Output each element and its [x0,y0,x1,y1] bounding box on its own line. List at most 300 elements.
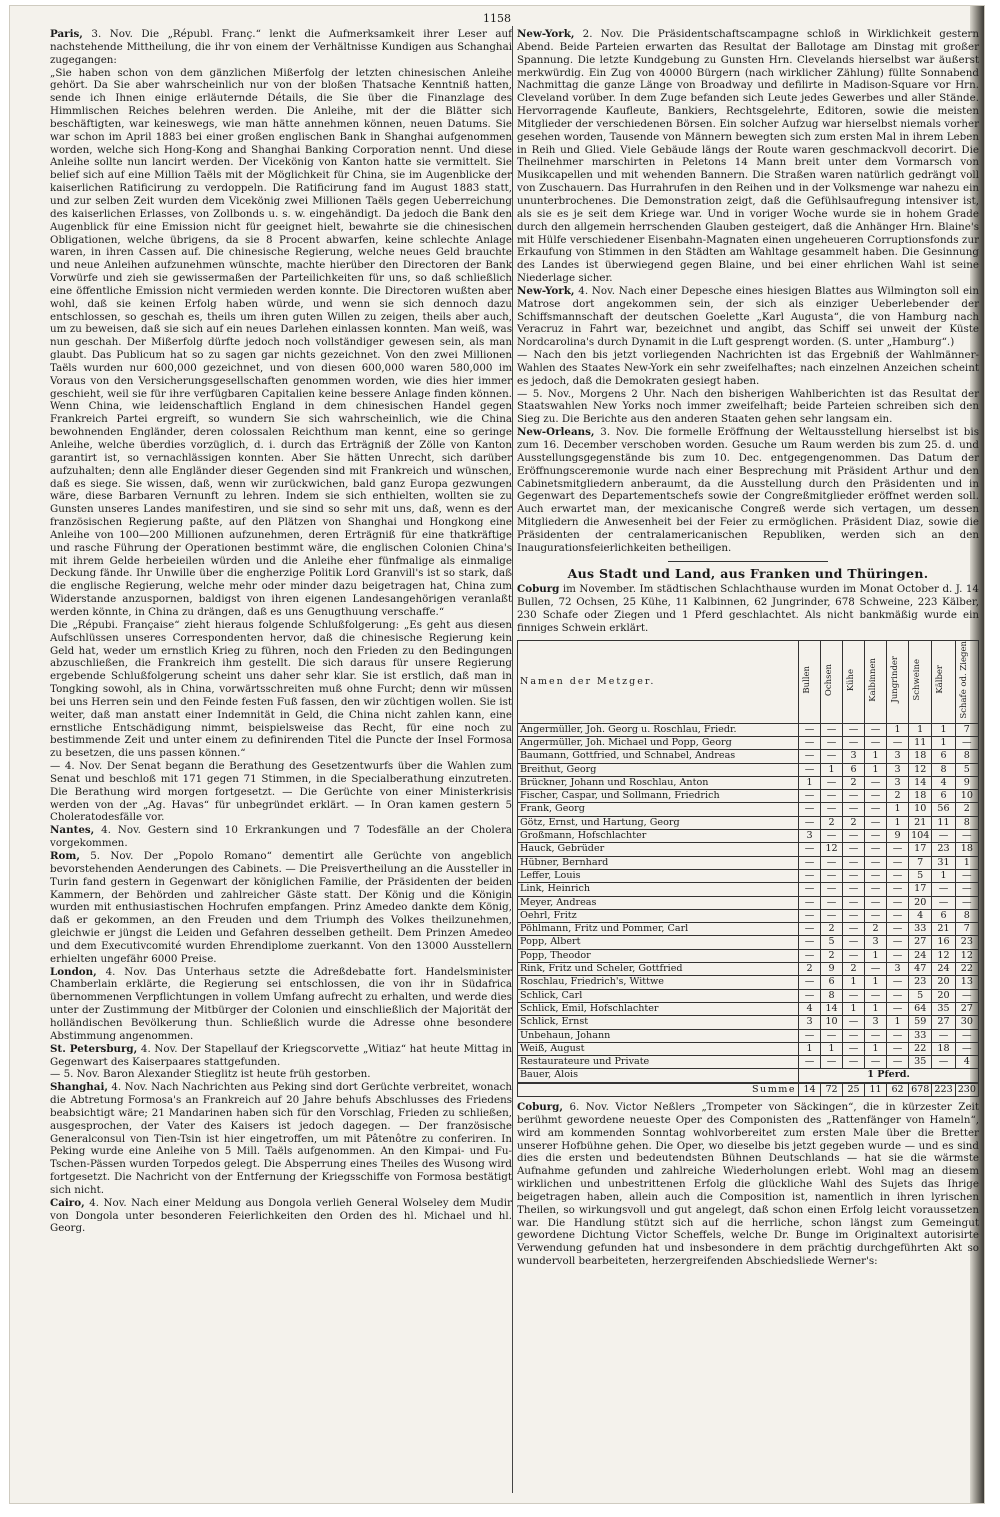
butcher-name-cell [518,896,799,909]
table-row [518,896,979,909]
article-dateline: New-York, [517,284,575,297]
butcher-name-cell [518,843,799,856]
table-cell: 47 [909,963,932,976]
table-cell: — [799,723,821,736]
table-sum-cell: 678 [909,1083,932,1097]
table-cell: — [821,723,843,736]
table-cell: — [887,1002,909,1015]
table-cell: — [932,896,955,909]
table-row [518,790,979,803]
table-row [518,883,979,896]
article-text: Victor Neßlers „Trompeter von Säckingen“, die in kürzester Zeit berühmt gewordene neueste Oper des Componisten des „Rattenfänger von Hameln“, wird am kommenden Sonntag wohlvorbereitet zum ersten Male über die Bretter unserer Hofbühne gehen. Die Oper, wo dieselbe bis jetzt gegeben wurde — und es sind dies die ersten und bedeutendsten Bühnen Deutschlands — hat sie die wärmste Aufnahme gefunden und zahlreiche Wiederholungen erlebt. Wohl mag an diesem wirklichen und unbestrittenen Erfolg die glückliche Wahl des Sujets das Ihrige beigetragen haben, allein auch die Composition ist, namentlich in ihren lyrischen Theilen, so wirkungsvoll und gut angelegt, daß schon einen Erfolg leicht voraussetzen war. Die Handlung stützt sich auf die herrliche, schon längst zum Gemeingut gewordene Dichtung Victor Scheffels, welche Dr. Bunge im Originaltext autorisirte Verwendung gefunden hat und insbesondere in dem prächtig durchgeführten Akt so wundervoll bearbeiteten, herzergreifenden Abschiedsliede Werner's: [517,1101,979,1268]
table-cell: 1 [843,1002,865,1015]
table-cell: 10 [821,1016,843,1029]
butcher-name-cell [518,963,799,976]
table-cell: 1 [821,763,843,776]
table-cell: 7 [955,723,978,736]
butcher-name-cell [518,936,799,949]
butcher-name: Rink, Fritz und Scheler, Gottfried [520,963,683,975]
article-text: Der „Popolo Romano“ dementirt alle Gerüchte von angeblich bevorstehenden Aenderungen des Cabinets. — Die Preisvertheilung an die Aussteller in Turin fand gestern in Gegenwart der königlichen Familie, der Präsidenten der beiden Kammern, der Behörden und zahlreicher Gäste statt. Der König und die Königin wurden mit enthusiastischen Hochrufen empfangen. Prinz Amedeo dankte dem König, daß er gekommen, an den Freuden und dem Triumph des Volkes theilzunehmen, gleichwie er jüngst die Leiden und Gefahren desselben getheilt. Dem Prinzen Amedeo und dem Executivcomité wurden Ehrendiplome zuerkannt. Von den 13000 Ausstellern erhielten ungefähr 6000 Preise. [50,850,512,965]
table-cell: 3 [865,1016,887,1029]
table-cell: — [799,976,821,989]
table-cell: — [887,949,909,962]
table-cell: — [843,936,865,949]
table-cell: — [865,790,887,803]
table-cell: — [955,883,978,896]
table-row [518,923,979,936]
table-row [518,989,979,1002]
table-cell: — [843,923,865,936]
table-cell: — [865,909,887,922]
table-sum-cell: 62 [887,1083,909,1097]
table-cell: — [932,1029,955,1042]
butcher-name: Fischer, Caspar, und Sollmann, Friedrich [520,790,720,802]
table-row [518,1029,979,1042]
table-cell: — [887,883,909,896]
table-cell: 56 [932,803,955,816]
table-cell: — [799,816,821,829]
article-text: Die „Répubi. Française“ zieht hieraus folgende Schlußfolgerung: „Es geht aus diesen Aufschlüssen unseres Correspondenten hervor, daß die chinesische Regierung kein Geld hat, weder um ernstlich Krieg zu führen, noch den Frieden zu den Bedingungen abzuschließen, die Frankreich ihm gestellt. Die sich daraus für unsere Regierung ergebende Schlußfolgerung scheint uns daher sehr klar. Sie ist erstlich, daß man in Tongking sowohl, als in China, vorwärtsschreiten muß ohne Furcht; denn wir müssen bei uns Herren sein und den Feinde festen Fuß fassen, den wir züchtigen wollen. Sie ist weiter, daß man anstatt einer Indemnität in Geld, die China nicht zahlen kann, eine ernstliche Entschädigung nimmt, beispielsweise das Recht, für eine noch zu bestimmende Zeit und unter einem zu definirenden Titel die Puncte der Insel Formosa zu besetzen, die uns passen können.“ [50,618,512,760]
butcher-name: Roschlau, Friedrich's, Wittwe [520,976,664,988]
table-cell: 3 [887,763,909,776]
table-cell: 14 [909,776,932,789]
table-sum-cell: 14 [799,1083,821,1097]
article-text: Das Unterhaus setzte die Adreßdebatte fort. Handelsminister Chamberlain erklärte, die Regierung sei entschlossen, die von ihr in Südafrica übernommenen Verpflichtungen in vollem Umfang aufrecht zu erhalten, und werde dies unter der Zustimmung der Mitbürger der Colonien und einschließlich der Majorität der holländischen Bevölkerung thun. Schließlich wurde die Adresse ohne besondere Abstimmung angenommen. [50,965,512,1042]
table-cell: 1 [932,736,955,749]
table-cell: 3 [887,776,909,789]
table-cell: 13 [955,976,978,989]
butcher-name-cell [518,856,799,869]
table-cell: 33 [909,923,932,936]
table-cell: 9 [887,830,909,843]
table-cell: 5 [909,869,932,882]
table-cell: — [865,723,887,736]
table-header-label: Schafe od. Ziegen [958,640,969,719]
table-cell: — [843,869,865,882]
table-cell: 24 [909,949,932,962]
table-cell: 1 [887,803,909,816]
table-cell: — [887,923,909,936]
table-cell: 20 [932,976,955,989]
table-cell: — [843,803,865,816]
butcher-name: Hübner, Bernhard [520,856,609,868]
table-row [518,1069,979,1083]
table-cell: 10 [955,790,978,803]
table-cell: 6 [932,750,955,763]
table-cell: — [821,1029,843,1042]
butcher-name: Großmann, Hofschlachter [520,830,647,842]
table-cell: — [955,736,978,749]
table-cell: 23 [909,976,932,989]
butcher-name: Unbehaun, Johann [520,1029,611,1041]
table-cell: — [887,1029,909,1042]
table-cell: — [865,883,887,896]
table-cell: 1 [865,1042,887,1055]
article-coburg-opera [517,1101,979,1268]
table-cell: — [955,869,978,882]
butcher-name-cell [518,1016,799,1029]
table-cell: 20 [909,896,932,909]
table-cell: — [865,816,887,829]
table-header-cell [932,640,955,723]
table-cell: 5 [909,989,932,1002]
butcher-name: Weiß, August [520,1042,585,1054]
article-text: — Nach den bis jetzt vorliegenden Nachrichten ist das Ergebniß der Wahlmänner-Wahlen des Staates New-York ein sehr zweifelhaftes; nach einzelnen Anzeichen scheint es jedoch, daß die Demokraten gesiegt haben. [517,349,979,387]
table-cell: — [799,949,821,962]
table-cell: — [887,896,909,909]
butcher-name: Popp, Albert [520,936,581,948]
table-cell: 16 [932,936,955,949]
newspaper-page [10,6,984,1503]
table-cell: — [843,723,865,736]
table-cell: — [865,963,887,976]
table-cell: 27 [955,1002,978,1015]
table-sum-cell: 25 [843,1083,865,1097]
table-cell: — [865,856,887,869]
article-text: Morgens 2 Uhr. Nach den bisherigen Wahlberichten ist das Resultat der Staatswahlen New Yorks noch immer zweifelhaft; beide Parteien schreiben sich den Sieg zu. Die Berichte aus den anderen Staaten gehen sehr langsam ein. [517,387,979,426]
table-cell: — [843,790,865,803]
butcher-name: Hauck, Gebrüder [520,843,605,855]
butcher-name: Restaurateure und Private [520,1056,650,1068]
article-date: — 4. Nov. [50,760,103,773]
butcher-name-cell [518,1069,799,1083]
table-cell: 21 [909,816,932,829]
article-text: Im städtischen Schlachthause wurden im Monat October d. J. 14 Bullen, 72 Ochsen, 25 Kühe, 11 Kalbinnen, 62 Jungrinder, 678 Schweine, 223 Kälber, 230 Schafe oder Ziegen und 1 Pferd geschlachtet. Als nicht bankmäßig wurde ein finniges Schwein erklärt. [517,583,979,634]
table-cell: 1 [955,856,978,869]
table-sum-cell: 72 [821,1083,843,1097]
butcher-name-cell [518,1056,799,1069]
table-cell: — [843,1056,865,1069]
table-cell: — [799,923,821,936]
butcher-name-cell [518,909,799,922]
table-cell: — [932,1056,955,1069]
table-cell: — [955,830,978,843]
table-row [518,736,979,749]
table-cell: — [843,1016,865,1029]
butcher-name-cell [518,763,799,776]
table-cell: — [843,909,865,922]
article-coburg-statistics [517,583,979,634]
article [50,1043,512,1069]
butcher-name: Götz, Ernst, und Hartung, Georg [520,816,680,828]
table-row [518,1016,979,1029]
table-cell: 5 [821,936,843,949]
article [50,67,512,619]
table-cell: — [865,776,887,789]
table-cell: — [955,896,978,909]
table-cell: 2 [887,790,909,803]
article-text: Nach einer Meldung aus Dongola verlieh General Wolseley dem Mudir von Dongola unter besonderen Feierlichkeiten den Orden des hl. Michael und hl. Georg. [50,1196,512,1235]
article-date: 4. Nov. [89,1196,127,1209]
table-cell: — [955,989,978,1002]
butcher-name-cell [518,776,799,789]
article-dateline: Coburg, [517,1101,563,1113]
butcher-name: Pöhlmann, Fritz und Pommer, Carl [520,923,689,935]
table-row [518,750,979,763]
table-header-cell [887,640,909,723]
table-cell: 3 [887,963,909,976]
table-cell: 3 [799,1016,821,1029]
table-cell: — [865,1029,887,1042]
left-column [50,28,512,1489]
table-cell: — [821,909,843,922]
table-cell: — [799,869,821,882]
butcher-name-cell [518,790,799,803]
table-cell: — [865,989,887,1002]
table-row [518,869,979,882]
section-separator [668,561,828,562]
article [517,349,979,388]
right-column-articles [517,28,979,555]
table-cell: 18 [909,790,932,803]
table-cell: 7 [909,856,932,869]
table-cell: 9 [955,776,978,789]
butcher-name: Meyer, Andreas [520,896,597,908]
table-cell: 1 [865,1002,887,1015]
article [50,1068,512,1081]
table-cell: 35 [932,1002,955,1015]
table-note-cell: 1 Pferd. [799,1069,979,1083]
article [50,966,512,1043]
article-date: 4. Nov. [105,965,148,978]
table-row [518,1056,979,1069]
slaughter-statistics-table [517,640,979,1097]
table-header-cell [955,640,978,723]
table-cell: — [821,736,843,749]
article [50,619,512,760]
table-cell: — [843,830,865,843]
table-row [518,803,979,816]
table-cell: 2 [821,949,843,962]
table-sum-row [518,1083,979,1097]
article-dateline: Paris, [50,28,83,40]
table-cell: — [887,976,909,989]
table-cell: — [843,883,865,896]
butcher-name-cell [518,1029,799,1042]
table-header-row [518,640,979,723]
article-text: Nach einer Depesche eines hiesigen Blattes aus Wilmington soll ein Matrose dort angekommen sein, der sich als einziger Ueberlebender der Schiffsmannschaft der deutschen Goelette „Karl Augusta“, die von Hamburg nach Veracruz in Fahrt war, bezeichnet und angibt, das Schiff sei unweit der Küste Nordcarolina's durch Dynamit in die Luft gesprengt worden. (S. unter „Hamburg“.) [517,284,979,349]
butcher-name: Leffer, Louis [520,869,581,881]
article [517,426,979,554]
table-cell: 3 [887,750,909,763]
table-cell: — [865,896,887,909]
table-header-cell [865,640,887,723]
table-row [518,763,979,776]
article-dateline: Rom, [50,850,80,862]
table-cell: — [821,883,843,896]
table-cell: — [821,869,843,882]
table-cell: 8 [821,989,843,1002]
article-dateline: Cairo, [50,1196,85,1209]
page-number: 1158 [483,12,511,25]
table-header-cell [821,640,843,723]
table-cell: — [799,843,821,856]
article-date: — 5. Nov. [50,1068,100,1081]
table-cell: — [799,936,821,949]
butcher-name: Brückner, Johann und Roschlau, Anton [520,776,709,788]
table-cell: — [799,1056,821,1069]
butcher-name: Schlick, Emil, Hofschlachter [520,1002,659,1014]
table-cell: 2 [843,963,865,976]
table-cell: 1 [932,869,955,882]
table-cell: 27 [909,936,932,949]
butcher-name: Oehrl, Fritz [520,909,577,921]
table-cell: 7 [955,923,978,936]
table-cell: 23 [955,936,978,949]
table-cell: — [843,949,865,962]
table-cell: — [843,1042,865,1055]
table-cell: 2 [821,923,843,936]
table-body [518,723,979,1096]
table-sum-cell: 230 [955,1083,978,1097]
table-cell: 4 [932,776,955,789]
article-dateline: St. Petersburg, [50,1042,138,1055]
table-cell: 2 [843,816,865,829]
butcher-name-cell [518,976,799,989]
article-date: 4. Nov. [111,1081,148,1094]
table-cell: 2 [821,816,843,829]
table-cell: — [887,989,909,1002]
table-cell: 1 [932,723,955,736]
table-row [518,776,979,789]
table-cell: — [865,736,887,749]
article-dateline: Nantes, [50,824,95,837]
butcher-name: Frank, Georg [520,803,585,815]
article-dateline: New-Orleans, [517,426,595,439]
butcher-name: Schlick, Carl [520,989,583,1001]
article-date: im November. [562,583,637,596]
table-header-cell [843,640,865,723]
table-header-label: Kühe [846,668,857,691]
article [50,1081,512,1197]
article-dateline: Coburg [517,583,560,596]
table-cell: 30 [955,1016,978,1029]
butcher-name-cell [518,816,799,829]
table-cell: 2 [799,963,821,976]
table-header-cell [909,640,932,723]
table-cell: 64 [909,1002,932,1015]
table-sum-label: Summe [518,1083,799,1097]
table-cell: — [865,843,887,856]
article [50,850,512,966]
article [517,285,979,349]
table-cell: 21 [932,923,955,936]
article-text: Nach Nachrichten aus Peking sind dort Gerüchte verbreitet, wonach die Abtretung Formosa's an Frankreich auf 20 Jahre behufs Abschlusses des Friedens beabsichtigt wäre; 21 Mandarinen haben sich für den Vorschlag, Frieden zu schließen, ausgesprochen, der Vater des Kaisers ist jedoch dagegen. — Der französische Generalconsul von Tien-Tsin ist hier eingetroffen, um mit Pâtenôtre zu conferiren. In Peking wurde eine Anleihe von 5 Mill. Taëls aufgenommen. An den Kimpai- und Fu-Tschen-Pässen wurden Torpedos gelegt. Die Absperrung eines Theiles des Wusong wird fortgesetzt. Die Nachricht von der Entfernung der Kriegsschiffe von Formosa bestätigt sich nicht. [50,1081,512,1196]
article-text: Gestern sind 10 Erkrankungen und 7 Todesfälle an der Cholera vorgekommen. [50,824,512,850]
table-cell: — [955,1042,978,1055]
table-cell: 35 [909,1056,932,1069]
table-row [518,723,979,736]
butcher-name-cell [518,736,799,749]
table-cell: 1 [865,763,887,776]
article-date: 2. Nov. [582,28,624,40]
article-text: Baron Alexander Stieglitz ist heute früh gestorben. [103,1068,371,1081]
article [50,824,512,850]
table-cell: — [799,790,821,803]
table-cell: — [799,909,821,922]
table-cell: 104 [909,830,932,843]
section-heading: Aus Stadt und Land, aus Franken und Thüringen. [567,565,929,581]
butcher-name-cell [518,1042,799,1055]
article-date: 4. Nov. [578,284,615,297]
table-cell: — [887,1042,909,1055]
table-cell: 6 [932,909,955,922]
right-column [517,28,979,1489]
table-cell: — [932,883,955,896]
butcher-name-cell [518,923,799,936]
table-cell: 1 [887,723,909,736]
table-cell: 27 [932,1016,955,1029]
table-cell: 4 [909,909,932,922]
table-cell: 31 [932,856,955,869]
table-cell: 18 [955,843,978,856]
table-cell: — [799,736,821,749]
butcher-name-cell [518,989,799,1002]
table-cell: 5 [955,763,978,776]
table-row [518,816,979,829]
table-cell: — [843,736,865,749]
table-cell: — [799,803,821,816]
table-header-label: Schweine [912,658,923,701]
table-header-label: Kälber [935,665,946,694]
table-cell: 17 [909,883,932,896]
table-row [518,936,979,949]
table-cell: — [887,936,909,949]
table-sum-cell: 11 [865,1083,887,1097]
table-row [518,949,979,962]
table-cell: 1 [821,1042,843,1055]
table-cell: 33 [909,1029,932,1042]
table-row [518,843,979,856]
article-date: 5. Nov. [90,850,134,862]
table-cell: — [932,830,955,843]
butcher-name: Angermüller, Joh. Michael und Popp, Georg [520,736,732,748]
column-divider [512,26,513,1493]
table-sum-cell: 223 [932,1083,955,1097]
article-dateline: New-York, [517,28,575,40]
table-cell: 10 [909,803,932,816]
table-cell: — [799,763,821,776]
table-cell: — [821,750,843,763]
butcher-name: Angermüller, Joh. Georg u. Roschlau, Friedr. [520,723,737,735]
table-cell: 23 [932,843,955,856]
butcher-name-cell [518,883,799,896]
article [517,388,979,427]
table-header-cell [799,640,821,723]
table-cell: 1 [799,776,821,789]
table-cell: 3 [799,830,821,843]
table-header-label: Bullen [802,665,813,694]
table-cell: 1 [887,1016,909,1029]
table-cell: 9 [821,963,843,976]
article-date: 3. Nov. [91,28,133,40]
table-cell: 1 [865,976,887,989]
table-cell: 1 [865,949,887,962]
table-cell: 2 [843,776,865,789]
table-cell: — [843,843,865,856]
table-cell: — [821,896,843,909]
table-cell: 8 [955,750,978,763]
butcher-name-cell [518,830,799,843]
table-cell: — [865,830,887,843]
butcher-name: Bauer, Alois [520,1069,579,1081]
article [50,760,512,824]
article [50,1197,512,1236]
table-cell: 4 [955,1056,978,1069]
table-cell: 11 [909,736,932,749]
table-cell: — [865,1056,887,1069]
butcher-name: Schlick, Ernst [520,1016,589,1028]
